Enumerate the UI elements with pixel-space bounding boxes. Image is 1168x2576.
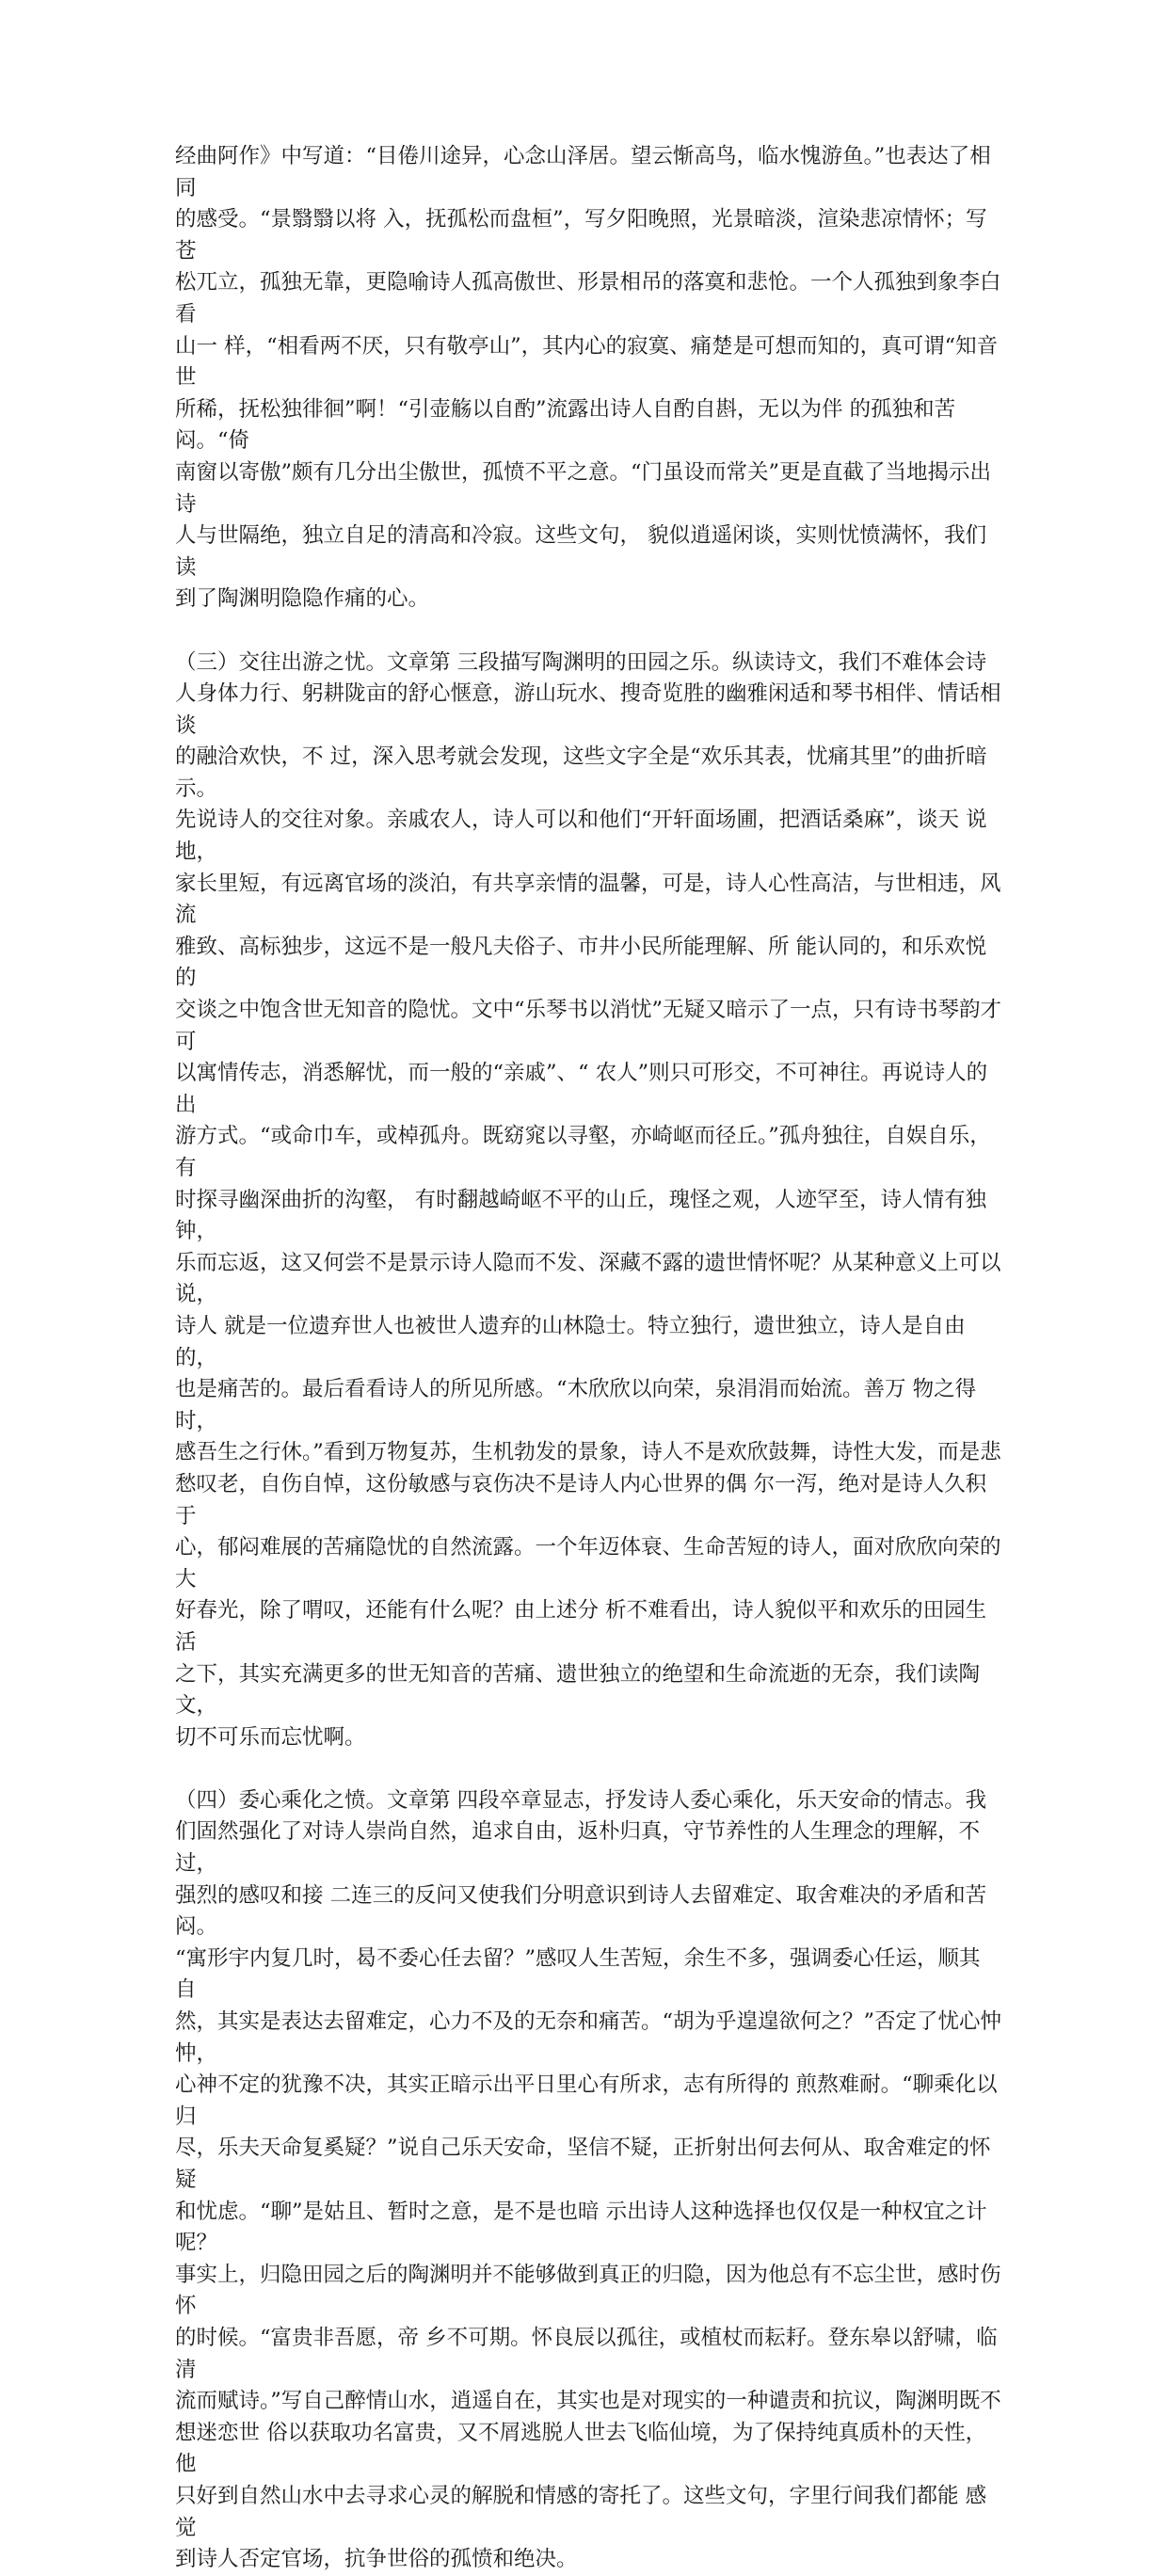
paragraph-section-four: （四）委心乘化之愤。文章第 四段卒章显志，抒发诗人委心乘化，乐天安命的情志。我 们固然强化了对诗人崇尚自然，追求自由，返朴归真，守节养性的人生理念的理解，不过， 强烈的感叹和接 二连三的反问又使我们分明意识到诗人去留难定、取舍难决的矛盾和苦闷。 “寓形宇内复几时，曷不委心任去留？”感叹人生苦短，余生不多，强调委心任运，顺其 自 然，其实是表达去留难定，心力不及的无奈和痛苦。“胡为乎遑遑欲何之？”否定了忧心忡忡， 心神不定的犹豫不决，其实正暗示出平日里心有所求，志有所得的 煎熬难耐。“聊乘化以归 尽，乐夫天命复奚疑？”说自己乐天安命，坚信不疑，正折射出何去何从、取舍难定的怀疑 和忧虑。“聊”是姑且、暂时之意，是不是也暗 示出诗人这种选择也仅仅是一种权宜之计呢？ 事实上，归隐田园之后的陶渊明并不能够做到真正的归隐，因为他总有不忘尘世，感时伤怀 的时候。“富贵非吾愿，帝 乡不可期。怀良辰以孤往，或植杖而耘耔。登东皋以舒啸，临清 流而赋诗。”写自己醉情山水，逍遥自在，其实也是对现实的一种谴责和抗议，陶渊明既不 想迷恋世 俗以获取功名富贵，又不屑逃脱人世去飞临仙境，为了保持纯真质朴的天性，他 只好到自然山水中去寻求心灵的解脱和情感的寄托了。这些文句，字里行间我们都能 感觉 到诗人否定官场，抗争世俗的孤愤和绝决。 (175, 1787, 1002, 2572)
document-page (175, 141, 1005, 2576)
paragraph-section-three: （三）交往出游之忧。文章第 三段描写陶渊明的田园之乐。纵读诗文，我们不难体会诗 人身体力行、躬耕陇亩的舒心惬意，游山玩水、搜奇览胜的幽雅闲适和琴书相伴、情话相谈 的融洽欢快，不 过，深入思考就会发现，这些文字全是“欢乐其表，忧痛其里”的曲折暗示。 先说诗人的交往对象。亲戚农人，诗人可以和他们“开轩面场圃，把酒话桑麻”，谈天 说地， 家长里短，有远离官场的淡泊，有共享亲情的温馨，可是，诗人心性高洁，与世相违，风流 雅致、高标独步，这远不是一般凡夫俗子、市井小民所能理解、所 能认同的，和乐欢悦的 交谈之中饱含世无知音的隐忧。文中“乐琴书以消忧”无疑又暗示了一点，只有诗书琴韵才可 以寓情传志，消悉解忧，而一般的“亲戚”、“ 农人”则只可形交，不可神往。再说诗人的出 游方式。“或命巾车，或棹孤舟。既窈窕以寻壑，亦崎岖而径丘。”孤舟独往，自娱自乐，有 时探寻幽深曲折的沟壑， 有时翻越崎岖不平的山丘，瑰怪之观，人迹罕至，诗人情有独钟， 乐而忘返，这又何尝不是景示诗人隐而不发、深藏不露的遗世情怀呢？从某种意义上可以说， 诗人 就是一位遗弃世人也被世人遗弃的山林隐士。特立独行，遗世独立，诗人是自由的， 也是痛苦的。最后看看诗人的所见所感。“木欣欣以向荣，泉涓涓而始流。善万 物之得时， 感吾生之行休。”看到万物复苏，生机勃发的景象，诗人不是欢欣鼓舞，诗性大发，而是悲 愁叹老，自伤自悼，这份敏感与哀伤决不是诗人内心世界的偶 尔一泻，绝对是诗人久积于 心，郁闷难展的苦痛隐忧的自然流露。一个年迈体衰、生命苦短的诗人，面对欣欣向荣的大 好春光，除了喟叹，还能有什么呢？由上述分 析不难看出，诗人貌似平和欢乐的田园生活 之下，其实充满更多的世无知音的苦痛、遗世独立的绝望和生命流逝的无奈，我们读陶文， 切不可乐而忘忧啊。 (175, 649, 1002, 1750)
paragraph-continuation: 经曲阿作》中写道：“目倦川途异，心念山泽居。望云惭高鸟，临水愧游鱼。”也表达了相同 的感受。“景翳翳以将 入，抚孤松而盘桓”，写夕阳晚照，光景暗淡，渲染悲凉情怀；写苍 松兀立，孤独无靠，更隐喻诗人孤高傲世、形景相吊的落寞和悲怆。一个人孤独到象李白看 山一 样，“相看两不厌，只有敬亭山”，其内心的寂寞、痛楚是可想而知的，真可谓“知音世 所稀，抚松独徘徊”啊！“引壶觞以自酌”流露出诗人自酌自斟，无以为伴 的孤独和苦闷。“倚 南窗以寄傲”颇有几分出尘傲世，孤愤不平之意。“门虽设而常关”更是直截了当地揭示出诗 人与世隔绝，独立自足的清高和冷寂。这些文句， 貌似逍遥闲谈，实则忧愤满怀，我们读 到了陶渊明隐隐作痛的心。 (175, 144, 1001, 612)
